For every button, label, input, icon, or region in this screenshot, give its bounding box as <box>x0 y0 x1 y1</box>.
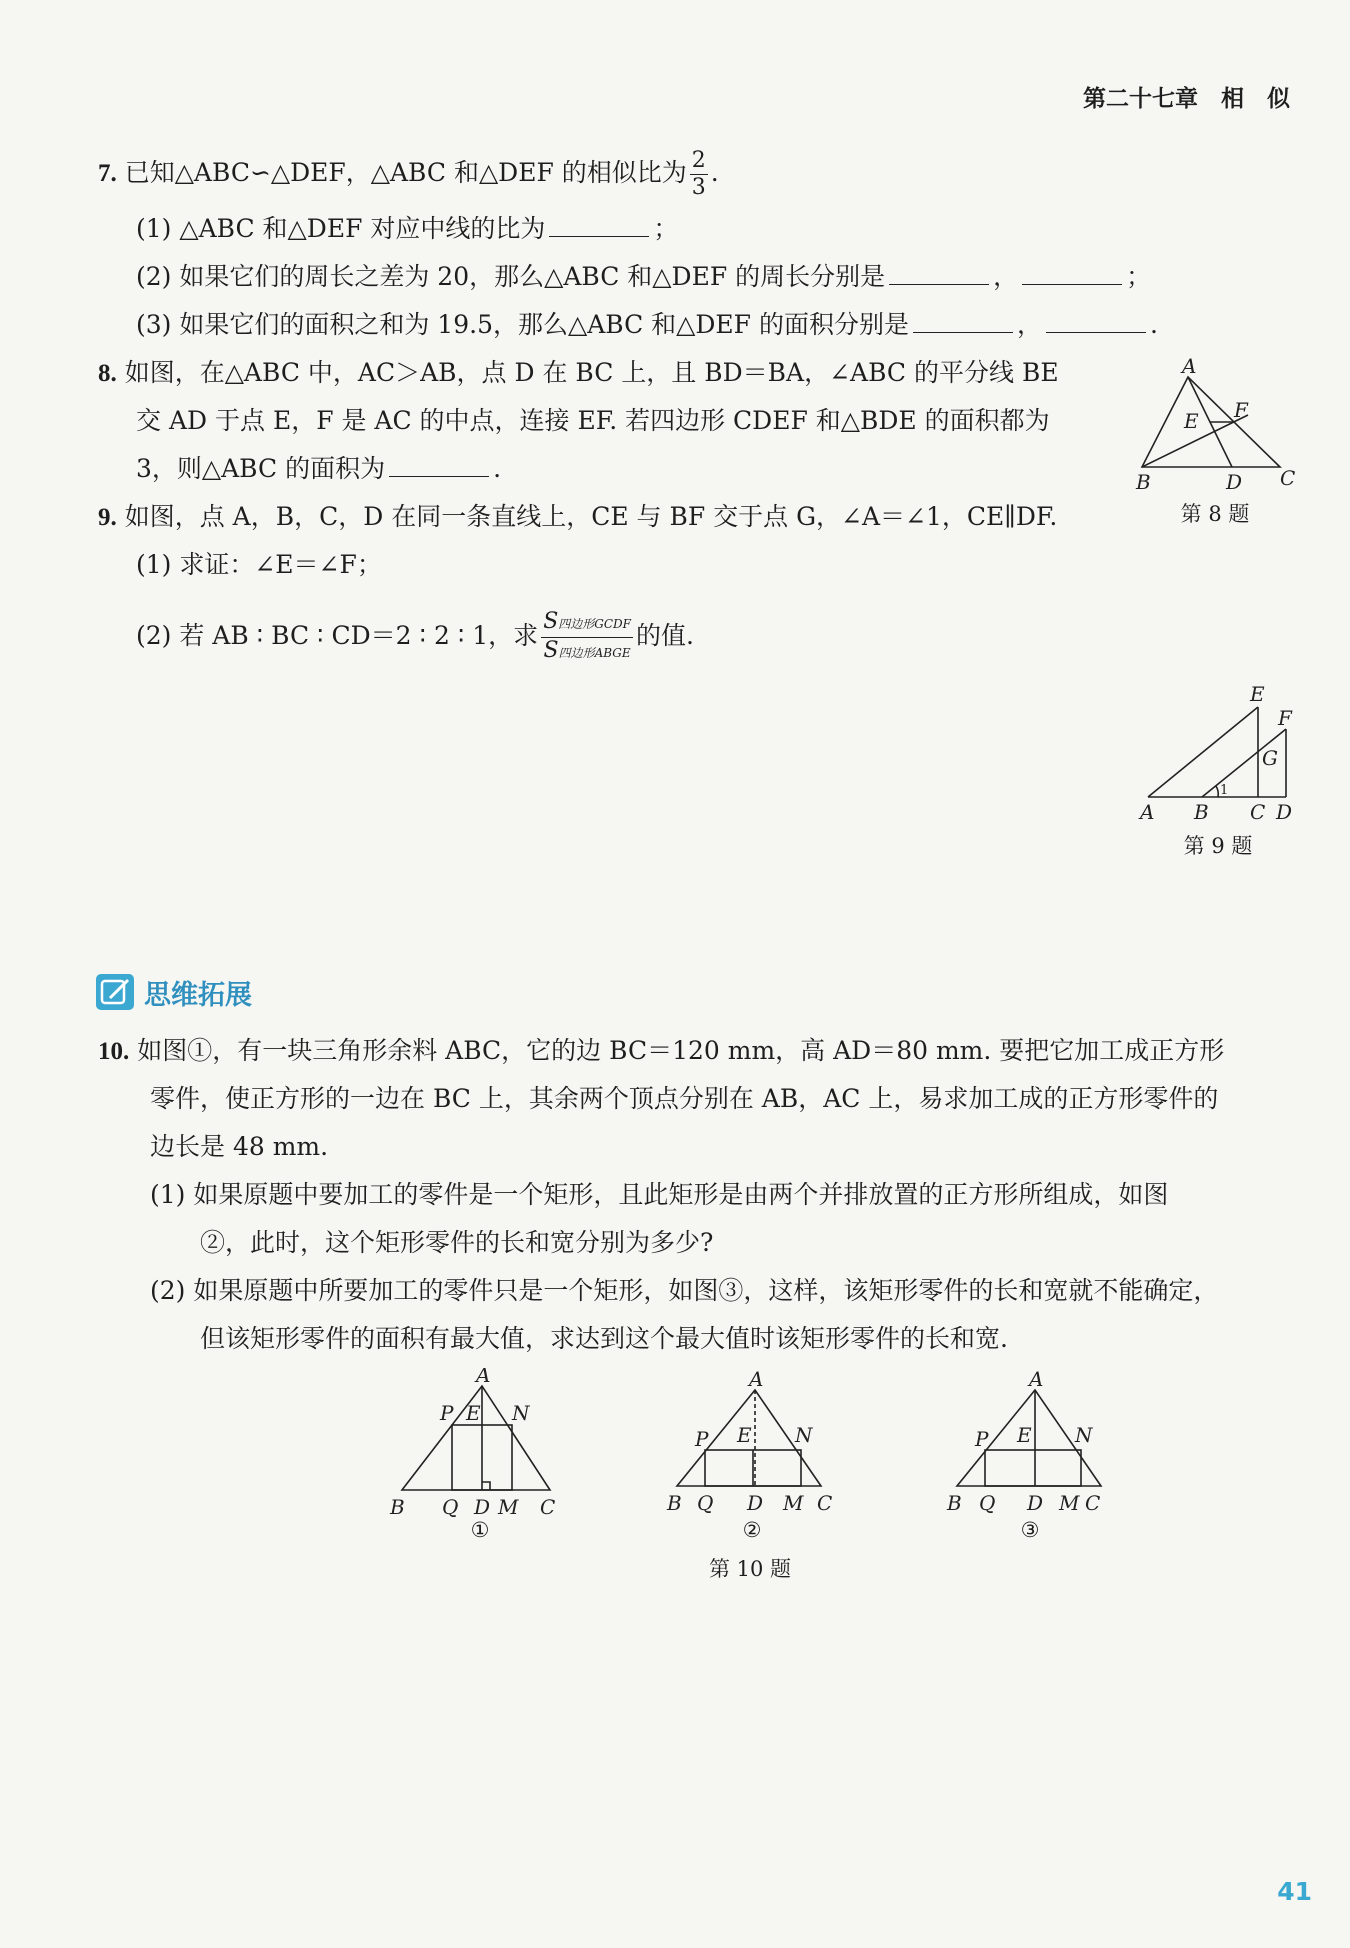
section-header <box>96 972 252 1012</box>
fig8-label-f: F <box>1234 398 1248 422</box>
figure-10-2 <box>655 1368 855 1528</box>
fig8-label-c: C <box>1280 466 1296 490</box>
svg-text:N: N <box>512 1401 530 1425</box>
fig10-label-2: ② <box>742 1518 762 1542</box>
svg-text:C: C <box>817 1491 833 1515</box>
svg-text:P: P <box>440 1401 454 1425</box>
svg-text:E: E <box>737 1423 752 1447</box>
q8-line3: 3，则△ABC 的面积为 . <box>136 454 502 483</box>
fig9-label-d: D <box>1276 800 1293 824</box>
q10-part1-a: (1) 如果原题中要加工的零件是一个矩形，且此矩形是由两个并排放置的正方形所组成，如图 <box>150 1180 1169 1209</box>
svg-text:A: A <box>749 1368 764 1391</box>
q7-p1-blank[interactable] <box>549 214 649 237</box>
q7-p3-blank-2[interactable] <box>1046 310 1146 333</box>
fig9-label-e: E <box>1250 682 1265 706</box>
svg-text:D: D <box>474 1495 491 1519</box>
fig9-label-a: A <box>1140 800 1155 824</box>
q10-line2: 零件，使正方形的一边在 BC 上，其余两个顶点分别在 AB，AC 上，易求加工成的正方形零件的 <box>150 1084 1219 1113</box>
page-number: 41 <box>1277 1877 1312 1906</box>
q9-part1: (1) 求证：∠E＝∠F； <box>136 550 382 579</box>
fig9-caption: 第 9 题 <box>1183 834 1253 858</box>
svg-text:B: B <box>667 1491 682 1515</box>
q9-part2: (2) 若 AB ∶ BC ∶ CD＝2 ∶ 2 ∶ 1，求 $\frac{\text{S四边形GCDF}}{\text{S四边形ABGE}}$ 的值. <box>136 606 694 666</box>
fig9-angle-1 <box>1216 786 1218 797</box>
q7-p2-blank-1[interactable] <box>889 262 989 285</box>
svg-text:P: P <box>975 1427 989 1451</box>
svg-text:P: P <box>695 1427 709 1451</box>
q7-ratio-fraction: $\frac{2}{3}$ <box>691 148 706 200</box>
fig10-3-rectangle <box>985 1450 1081 1486</box>
section-title: 思维拓展 <box>144 979 252 1011</box>
fig10-label-1: ① <box>470 1518 490 1542</box>
svg-text:M: M <box>783 1491 804 1515</box>
figure-9 <box>1130 675 1310 825</box>
fig9-label-c: C <box>1250 800 1266 824</box>
svg-text:B: B <box>390 1495 405 1519</box>
q10-line1: 10. 如图①，有一块三角形余料 ABC，它的边 BC＝120 mm，高 AD＝80 mm. 要把它加工成正方形 <box>98 1036 1225 1065</box>
svg-text:A: A <box>476 1368 491 1387</box>
q9-line1: 9. 如图，点 A，B，C，D 在同一条直线上，CE 与 BF 交于点 G，∠A＝∠1，CE∥DF. <box>98 502 1058 531</box>
fig8-label-d: D <box>1226 470 1243 494</box>
svg-text:Q: Q <box>442 1495 459 1519</box>
svg-text:A: A <box>1029 1368 1044 1391</box>
figure-8 <box>1120 355 1300 495</box>
fig10-1-right-angle <box>482 1482 490 1490</box>
q10-line3: 边长是 48 mm. <box>150 1132 329 1161</box>
q7-stem: 7. 已知△ABC∽△DEF，△ABC 和△DEF 的相似比为 $\frac{2}{3}$ . <box>98 148 719 200</box>
q10-part2-a: (2) 如果原题中所要加工的零件只是一个矩形，如图③，这样，该矩形零件的长和宽就不能确定， <box>150 1276 1219 1305</box>
svg-text:M: M <box>1059 1491 1080 1515</box>
svg-text:Q: Q <box>979 1491 996 1515</box>
q8-line2: 交 AD 于点 E，F 是 AC 的中点，连接 EF. 若四边形 CDEF 和△BDE 的面积都为 <box>136 406 1050 435</box>
svg-text:D: D <box>747 1491 764 1515</box>
fig9-label-b: B <box>1194 800 1209 824</box>
q7-p3-blank-1[interactable] <box>913 310 1013 333</box>
fig8-label-e: E <box>1184 409 1199 433</box>
q8-blank[interactable] <box>389 454 489 477</box>
q7-stem-text: 已知△ABC∽△DEF，△ABC 和△DEF 的相似比为 <box>124 158 687 187</box>
fig9-label-1: 1 <box>1220 783 1229 798</box>
pencil-check-icon <box>96 974 134 1010</box>
q7-part2: (2) 如果它们的周长之差为 20，那么△ABC 和△DEF 的周长分别是 ， ； <box>136 262 1152 291</box>
fig8-label-a: A <box>1182 355 1197 378</box>
fig10-label-3: ③ <box>1020 1518 1040 1542</box>
svg-text:N: N <box>795 1423 813 1447</box>
fig9-label-g: G <box>1262 746 1278 770</box>
q10-part2-b: 但该矩形零件的面积有最大值，求达到这个最大值时该矩形零件的长和宽. <box>200 1324 1008 1353</box>
q10-part1-b: ②，此时，这个矩形零件的长和宽分别为多少? <box>200 1228 714 1257</box>
svg-text:C: C <box>540 1495 556 1519</box>
fig8-label-b: B <box>1136 470 1151 494</box>
figure-10-1 <box>380 1368 580 1528</box>
q7-p2-blank-2[interactable] <box>1022 262 1122 285</box>
svg-text:M: M <box>498 1495 519 1519</box>
q7-part1: (1) △ABC 和△DEF 对应中线的比为 ； <box>136 214 679 243</box>
svg-text:E: E <box>1017 1423 1032 1447</box>
fig9-label-f: F <box>1278 706 1292 730</box>
figure-10-3 <box>935 1368 1135 1528</box>
svg-text:E: E <box>466 1401 481 1425</box>
svg-text:C: C <box>1085 1491 1101 1515</box>
fig8-caption: 第 8 题 <box>1180 502 1250 526</box>
q9-area-fraction: $\frac{\text{S四边形GCDF}}{\text{S四边形ABGE}}$ <box>543 609 631 663</box>
fig10-caption: 第 10 题 <box>708 1557 792 1581</box>
q8-line1: 8. 如图，在△ABC 中，AC＞AB，点 D 在 BC 上，且 BD＝BA，∠ABC 的平分线 BE <box>98 358 1059 387</box>
svg-text:B: B <box>947 1491 962 1515</box>
svg-text:N: N <box>1075 1423 1093 1447</box>
chapter-header: 第二十七章 相 似 <box>1083 86 1290 112</box>
svg-text:Q: Q <box>697 1491 714 1515</box>
svg-text:D: D <box>1027 1491 1044 1515</box>
fig9-segment-ae <box>1148 707 1258 797</box>
q7-part3: (3) 如果它们的面积之和为 19.5，那么△ABC 和△DEF 的面积分别是 ， . <box>136 310 1158 339</box>
